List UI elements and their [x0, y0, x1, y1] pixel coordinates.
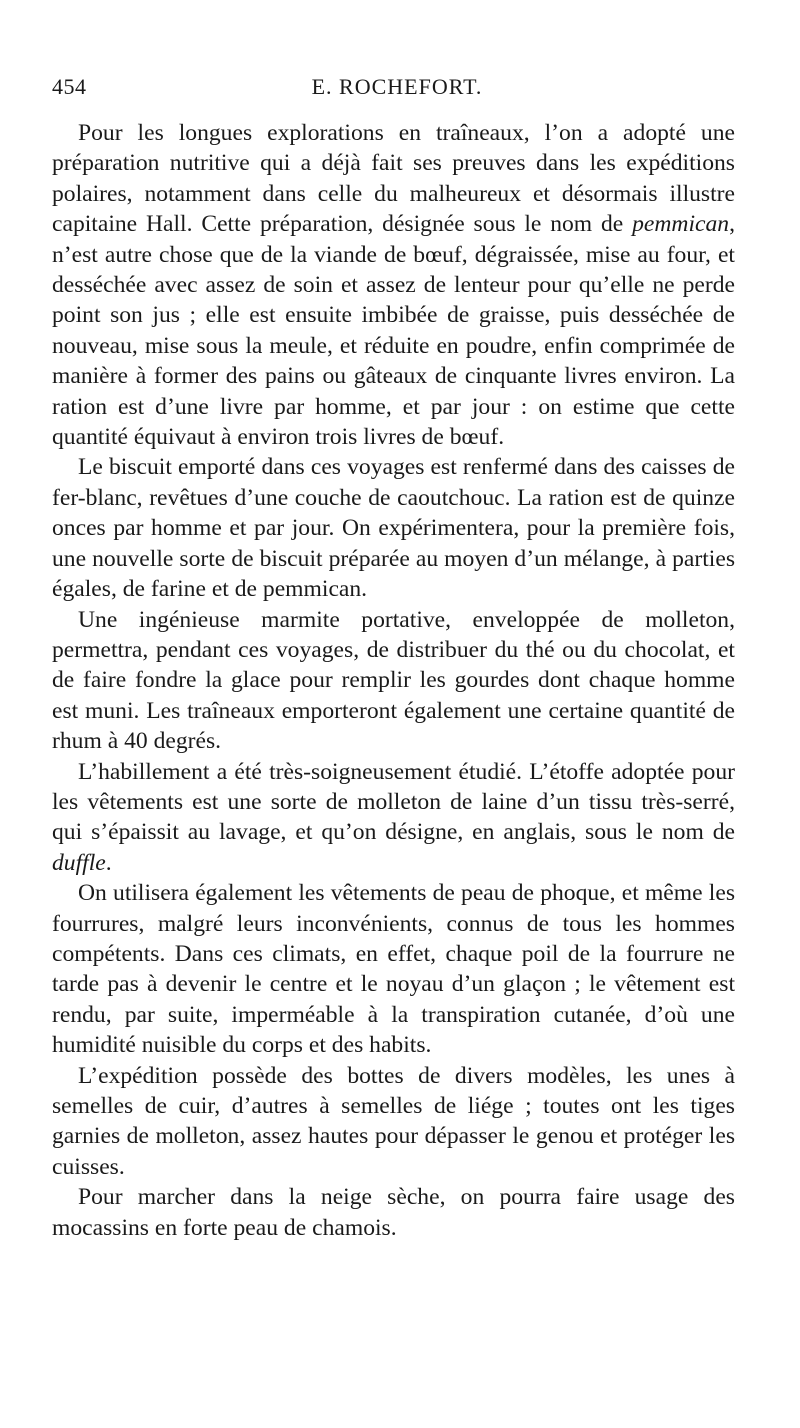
running-head	[52, 74, 742, 104]
paragraph-habillement	[52, 757, 735, 879]
text-run: .	[105, 849, 112, 876]
text-run: Pour marcher dans la neige sèche, on pourra faire usage des mocassins en forte peau de chamois.	[52, 1184, 735, 1241]
text-run: Pour les longues explorations en traîneaux, l’on a adopté une préparation nutritive qui a déjà fait ses preuves dans les expéditions polaires, notamment dans celle du malheureux et désormais illustre capitaine Hall. Cette préparation, désignée sous le nom de	[52, 120, 735, 238]
running-head-author: E. ROCHEFORT.	[311, 74, 483, 99]
italic-term-duffle: duffle	[52, 849, 106, 876]
body-text	[52, 118, 735, 1243]
paragraph-mocassins	[52, 1182, 735, 1243]
paragraph-biscuit	[52, 452, 735, 604]
text-run: On utilisera également les vêtements de peau de phoque, et même les fourrures, malgré leurs inconvénients, connus de tous les hommes compétents. Dans ces climats, en effet, chaque poil de la fourrure ne tarde pas à devenir le centre et le noyau d’un glaçon ; le vêtement est rendu, par suite, imperméable à la transpiration cutanée, d’où une humidité nuisible du corps et des habits.	[52, 880, 735, 1059]
text-run: , n’est autre chose que de la viande de bœuf, dégraissée, mise au four, et desséchée avec assez de soin et assez de lenteur pour qu’elle ne perde point son jus ; elle est ensuite imbibée de graisse, puis desséchée de nouveau, mise sous la meule, et réduite en poudre, enfin comprimée de manière à former des pains ou gâteaux de cinquante livres environ. La ration est d’une livre par homme, et par jour : on estime que cette quantité équivaut à environ trois livres de bœuf.	[52, 211, 735, 451]
paragraph-pemmican	[52, 118, 735, 452]
text-run: Une ingénieuse marmite portative, enveloppée de molleton, permettra, pendant ces voyages, de distribuer du thé ou du chocolat, et de faire fondre la glace pour remplir les gourdes dont chaque homme est muni. Les traîneaux emporteront également une certaine quantité de rhum à 40 degrés.	[52, 606, 735, 755]
paragraph-bottes	[52, 1061, 735, 1183]
text-run: Le biscuit emporté dans ces voyages est renfermé dans des caisses de fer-blanc, revêtues d’une couche de caoutchouc. La ration est de quinze onces par homme et par jour. On expérimentera, pour la première fois, une nouvelle sorte de biscuit préparée au moyen d’un mélange, à parties égales, de farine et de pemmican.	[52, 454, 735, 603]
italic-term-pemmican: pemmican	[632, 211, 730, 238]
text-run: L’habillement a été très-soigneusement étudié. L’étoffe adoptée pour les vêtements est une sorte de molleton de laine d’un tissu très-serré, qui s’épaissit au lavage, et qu’on désigne, en anglais, sous le nom de	[52, 758, 735, 846]
paragraph-fourrures	[52, 878, 735, 1060]
paragraph-marmite	[52, 605, 735, 757]
page-number: 454	[52, 74, 87, 99]
text-run: L’expédition possède des bottes de divers modèles, les unes à semelles de cuir, d’autres à semelles de liége ; toutes ont les tiges garnies de molleton, assez hautes pour dépasser le genou et protéger les cuisses.	[52, 1062, 735, 1180]
